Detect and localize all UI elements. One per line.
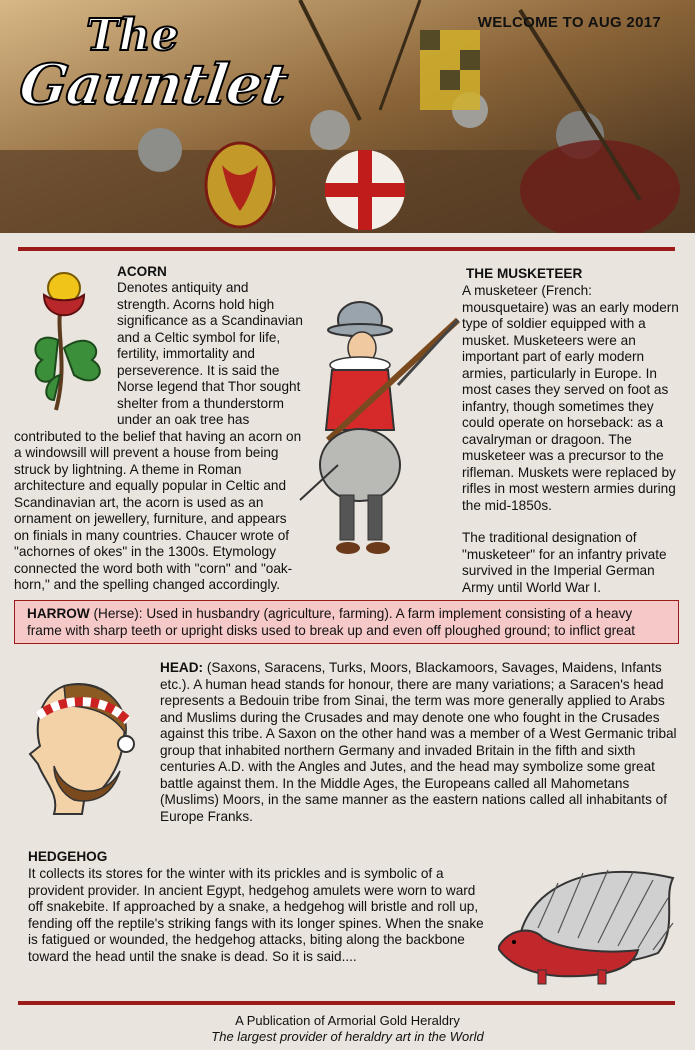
logo-the: The bbox=[86, 10, 179, 61]
welcome-heading: WELCOME TO AUG 2017 bbox=[477, 14, 661, 31]
logo-gauntlet: Gauntlet bbox=[15, 52, 291, 118]
musketeer-title: THE MUSKETEER bbox=[466, 266, 583, 281]
footer-publisher: A Publication of Armorial Gold Heraldry bbox=[235, 1013, 460, 1028]
acorn-text: Denotes antiquity and strength. Acorns hold high significance as a Scandinavian and a Celtic symbol for life, fertility, immortality and perseverence. It is said the Norse legend that Thor sought shelter from a thunderstorm under an oak tree has contributed to the belief that having an acorn on a windowsill will prevent a house from being struck by lightning. A theme in Roman architecture and equally popular in Celtic and Scandinavian art, the acorn is used as an ornament on jewellery, furniture, and appears on finials in many countries. Chaucer wrote of "achornes of okes" in the 1300s. Etymology connected the word both with "corn" and "oak-horn," and the spelling changed accordingly. bbox=[14, 280, 303, 592]
head-text: (Saxons, Saracens, Turks, Moors, Blackamoors, Savages, Maidens, Infants etc.). A human head stands for honour, there are many variations; a Saracen's head represents a Bedouin tribe from Sinai, the term was more generally applied to Arabs and Muslims during the Crusades and may denote one who fought in the Crusades against this tribe. A Saxon on the other hand was a member of a West Germanic tribal group that inhabited northern Germany and invaded Britain in the fifth and sixth centuries A.D. with the Angles and Jutes, and the head may symbolize some great battle against them. In the Middle Ages, the Europeans called all Mahometans (Muslims) Moors, in the same manner as the eastern nations called all inhabitants of Europe Franks. bbox=[160, 660, 677, 824]
header-banner bbox=[0, 0, 695, 233]
harrow-body: (Herse): Used in husbandry (agriculture, farming). A farm implement consisting of a heavy frame with sharp teeth or upright disks used to break up and even off ploughed ground; to inflict great bbox=[27, 606, 636, 638]
harrow-title: HARROW bbox=[27, 606, 90, 621]
musketeer-text-1: A musketeer (French: mousquetaire) was an early modern type of soldier equipped with a musket. Musketeers were an important part of early modern armies, particularly in Europe. In most cases they served on foot as infantry, though sometimes they could operate on horseback: as a cavalryman or dragoon. The musketeer was a precursor to the rifleman. Muskets were replaced by rifles in most western armies during the mid-1850s. bbox=[462, 283, 679, 513]
acorn-float-spacer bbox=[14, 280, 117, 420]
musketeer-illustration bbox=[298, 290, 463, 565]
musketeer-text-2: The traditional designation of "musketeer" for an infantry private survived in the Imperial German Army until World War I. bbox=[462, 530, 667, 595]
hedgehog-illustration bbox=[498, 858, 683, 988]
saracen-head-illustration bbox=[24, 676, 144, 816]
musketeer-body bbox=[462, 283, 682, 596]
acorn-title: ACORN bbox=[117, 264, 167, 279]
head-body bbox=[160, 660, 680, 825]
head-title: HEAD: bbox=[160, 660, 204, 675]
divider-bottom bbox=[18, 1001, 675, 1005]
hedgehog-body: It collects its stores for the winter with its prickles and is symbolic of a provident provider. In ancient Egypt, hedgehog amulets were worn to ward off snakebite. If approached by a snake, a hedgehog will bristle and roll up, fending off the reptile's striking fangs with its longer spines. When the snake is fatigued or wounded, the hedgehog attacks, biting along the backbone toward the head until the snake is dead. So it is said.... bbox=[28, 866, 484, 964]
hedgehog-title: HEDGEHOG bbox=[28, 849, 108, 864]
harrow-box bbox=[14, 600, 679, 644]
acorn-body bbox=[14, 280, 304, 594]
divider-top bbox=[18, 247, 675, 251]
footer-tagline: The largest provider of heraldry art in the World bbox=[211, 1029, 484, 1044]
